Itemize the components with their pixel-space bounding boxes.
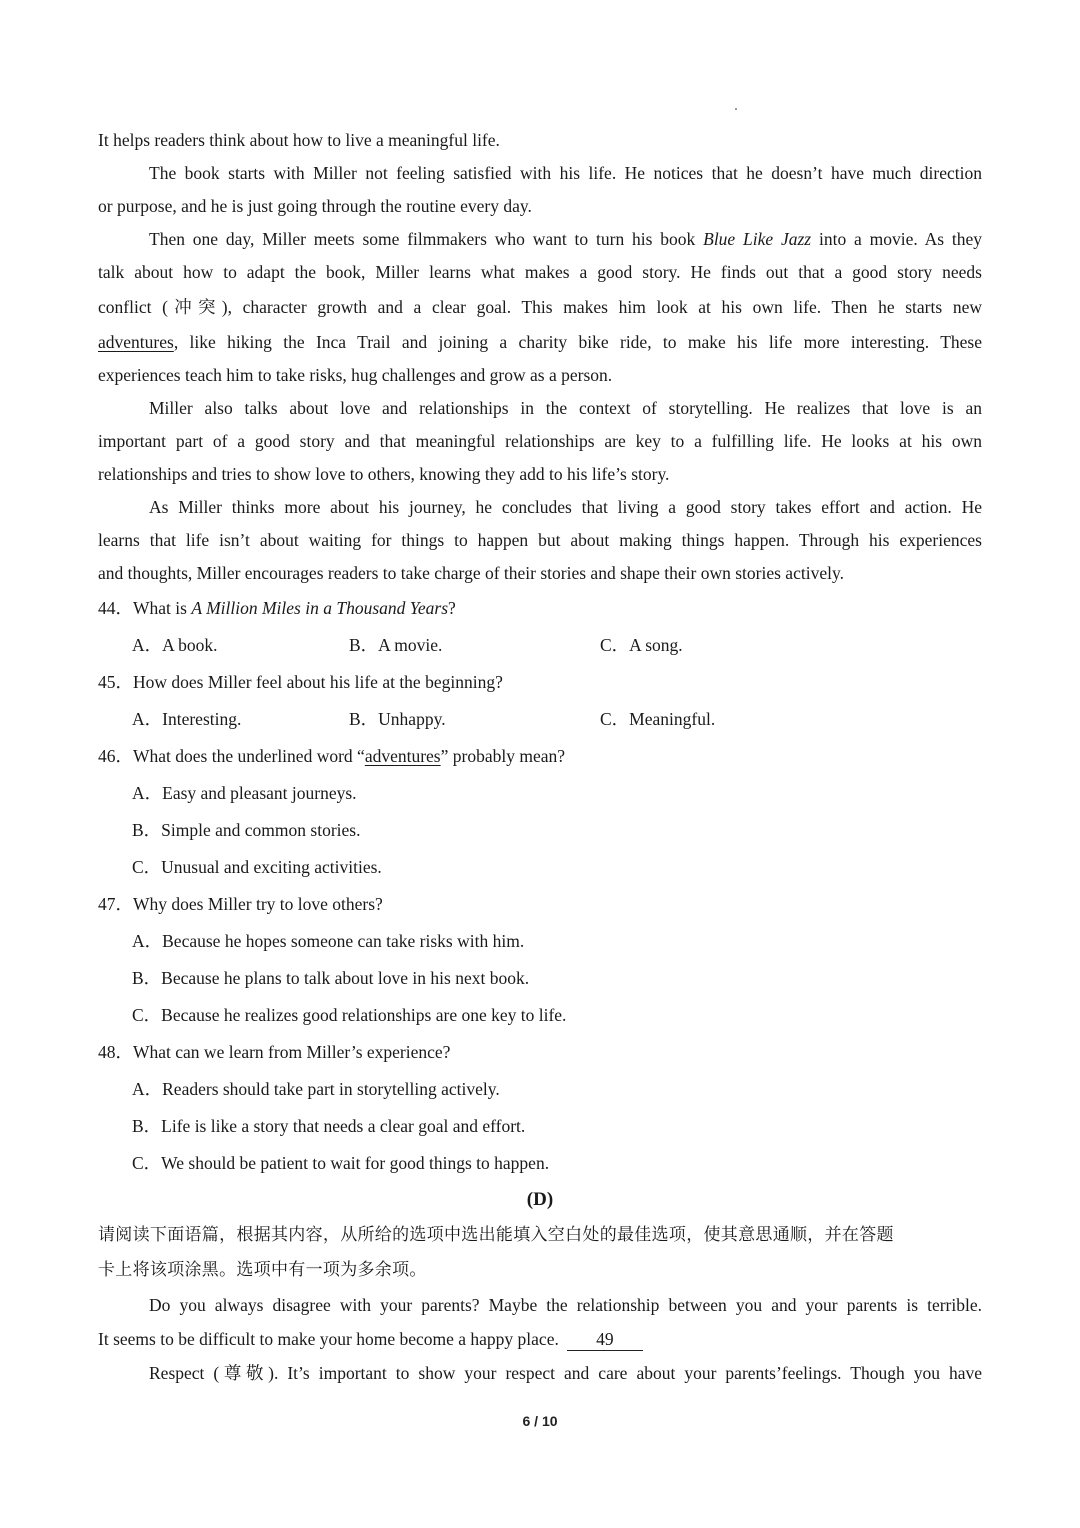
passage-line: Miller also talks about love and relationships in the context of storytelling. He realizes that love is an [149,398,982,418]
question-47: 47．Why does Miller try to love others? [98,894,383,914]
underlined-word: adventures [364,746,441,766]
passage-line: It helps readers think about how to live a meaningful life. [98,130,500,150]
section-heading: (D) [526,1189,554,1210]
passage-line: experiences teach him to take risks, hug challenges and grow as a person. [98,365,613,385]
passage-line: Respect (尊敬). It’s important to show your respect and care about your parents’feelings. Though you have [149,1363,982,1383]
question-text: 44．What is [98,598,192,618]
passage-text: , like hiking the Inca Trail and joining a charity bike ride, to make his life more interesting. These [173,332,982,352]
question-title-italic: A Million Miles in a Thousand Years [191,598,449,618]
question-text: ? [448,598,456,618]
option-a[interactable]: A．Readers should take part in storytelling actively. [132,1079,500,1099]
passage-line: conflict (冲突), character growth and a clear goal. This makes him look at his own life. Then he starts new [98,297,982,317]
options-row-44 [98,627,982,664]
blank-49[interactable]: 49 [567,1328,643,1351]
question-45: 45．How does Miller feel about his life at the beginning? [98,672,503,692]
option-c[interactable]: C．We should be patient to wait for good things to happen. [132,1153,550,1173]
instruction-line: 请阅读下面语篇，根据其内容，从所给的选项中选出能填入空白处的最佳选项，使其意思通顺，并在答题 [98,1225,894,1245]
passage-line: important part of a good story and that meaningful relationships are key to a fulfilling life. He looks at his own [98,431,982,451]
passage-line [98,1322,982,1356]
passage-line [98,223,982,256]
passage-text: It seems to be difficult to make your home become a happy place. [98,1329,559,1349]
option-b[interactable]: B．Unhappy. [349,709,446,729]
option-c[interactable]: C．Unusual and exciting activities. [132,857,382,877]
scan-dot [735,108,737,110]
option-c[interactable]: C．A song. [600,635,683,655]
question-48: 48．What can we learn from Miller’s experience? [98,1042,451,1062]
passage-line [98,325,982,359]
option-b[interactable]: B．Life is like a story that needs a clear goal and effort. [132,1116,526,1136]
option-a[interactable]: A．A book. [132,635,218,655]
document-page [98,124,982,1390]
question-46 [98,738,982,775]
option-c[interactable]: C．Because he realizes good relationships are one key to life. [132,1005,567,1025]
instruction-line: 卡上将该项涂黑。选项中有一项为多余项。 [98,1260,427,1280]
question-text: 46．What does the underlined word “ [98,746,365,766]
option-a[interactable]: A．Interesting. [132,709,242,729]
passage-line: Do you always disagree with your parents? Maybe the relationship between you and your parents is terrible. [149,1295,982,1315]
option-b[interactable]: B．Because he plans to talk about love in his next book. [132,968,530,988]
passage-line: or purpose, and he is just going through the routine every day. [98,196,532,216]
underlined-word: adventures [98,332,174,352]
passage-line: talk about how to adapt the book, Miller learns what makes a good story. He finds out that a good story needs [98,262,982,282]
passage-line: relationships and tries to show love to others, knowing they add to his life’s story. [98,464,670,484]
passage-line: The book starts with Miller not feeling satisfied with his life. He notices that he doesn’t have much direction [149,163,982,183]
page-number: 6 / 10 [522,1413,558,1429]
passage-text: Then one day, Miller meets some filmmakers who want to turn his book [149,229,696,249]
passage-text: into a movie. As they [818,229,983,249]
option-b[interactable]: B．Simple and common stories. [132,820,361,840]
option-a[interactable]: A．Because he hopes someone can take risks with him. [132,931,525,951]
options-row-45 [98,701,982,738]
question-text: ” probably mean? [440,746,566,766]
option-b[interactable]: B．A movie. [349,635,443,655]
passage-line: As Miller thinks more about his journey, he concludes that living a good story takes effort and action. He [149,497,982,517]
option-c[interactable]: C．Meaningful. [600,709,716,729]
book-title-italic: Blue Like Jazz [703,229,812,249]
passage-line: learns that life isn’t about waiting for things to happen but about making things happen. Through his experiences [98,530,982,550]
option-a[interactable]: A．Easy and pleasant journeys. [132,783,357,803]
passage-line: and thoughts, Miller encourages readers to take charge of their stories and shape their own stories actively. [98,563,844,583]
question-44 [98,590,982,627]
